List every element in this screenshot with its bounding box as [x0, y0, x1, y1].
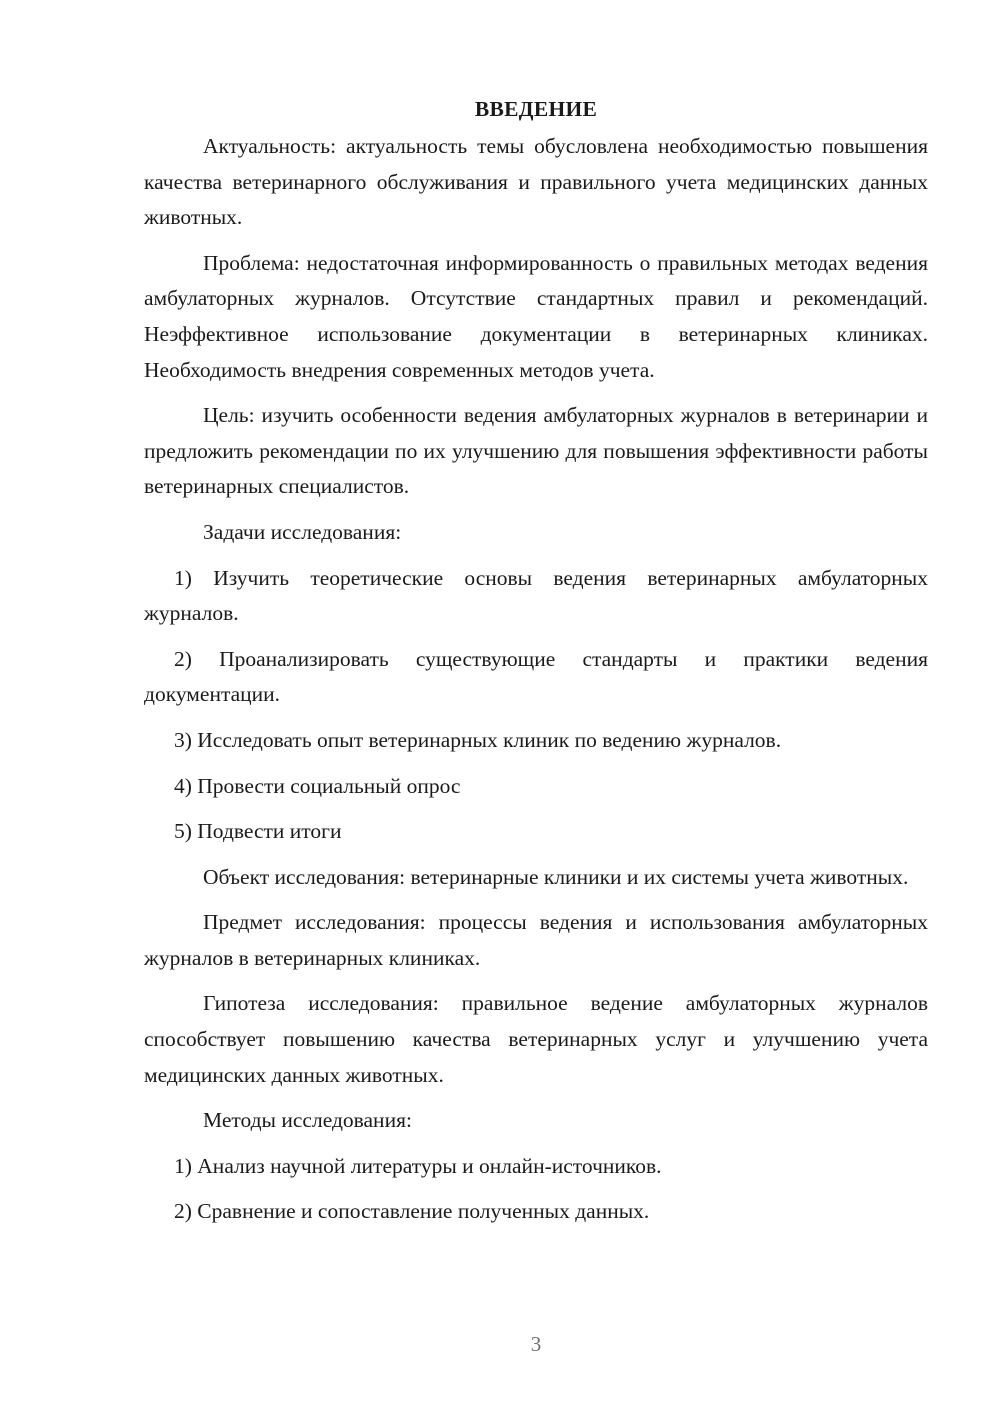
paragraph-tasks-heading: Задачи исследования:	[203, 519, 402, 544]
paragraph-object: Объект исследования: ветеринарные клиники и их системы учета животных.	[203, 864, 909, 889]
section-title: ВВЕДЕНИЕ	[474, 97, 598, 121]
paragraph-goal: Цель: изучить особенности ведения амбулаторных журналов в ветеринарии и предложить рекомендации по их улучшению для повышения эффективности работы ветеринарных специалистов.	[144, 403, 928, 499]
task-item-1: 1) Изучить теоретические основы ведения ветеринарных амбулаторных журналов.	[144, 565, 928, 626]
task-item-5: 5) Подвести итоги	[174, 819, 342, 844]
paragraph-hypothesis: Гипотеза исследования: правильное ведение амбулаторных журналов способствует повышению качества ветеринарных услуг и улучшению учета медицинских данных животных.	[144, 991, 928, 1087]
page-content	[144, 92, 928, 1240]
method-item-2: 2) Сравнение и сопоставление полученных данных.	[174, 1199, 650, 1224]
paragraph-subject: Предмет исследования: процессы ведения и использования амбулаторных журналов в ветеринарных клиниках.	[144, 910, 928, 970]
paragraph-problem: Проблема: недостаточная информированность о правильных методах ведения амбулаторных журналов. Отсутствие стандартных правил и рекомендаций. Неэффективное использование документации в ветеринарных клиниках. Необходимость внедрения современных методов учета.	[144, 250, 928, 382]
page-number: 3	[530, 1332, 542, 1356]
method-item-1: 1) Анализ научной литературы и онлайн-источников.	[174, 1153, 662, 1178]
task-item-3: 3) Исследовать опыт ветеринарных клиник по ведению журналов.	[174, 727, 782, 752]
task-item-2: 2) Проанализировать существующие стандарты и практики ведения документации.	[144, 646, 928, 707]
paragraph-methods-heading: Методы исследования:	[203, 1108, 412, 1133]
task-item-4: 4) Провести социальный опрос	[174, 773, 461, 798]
paragraph-relevance: Актуальность: актуальность темы обусловлена необходимостью повышения качества ветеринарного обслуживания и правильного учета медицинских данных животных.	[144, 134, 928, 230]
